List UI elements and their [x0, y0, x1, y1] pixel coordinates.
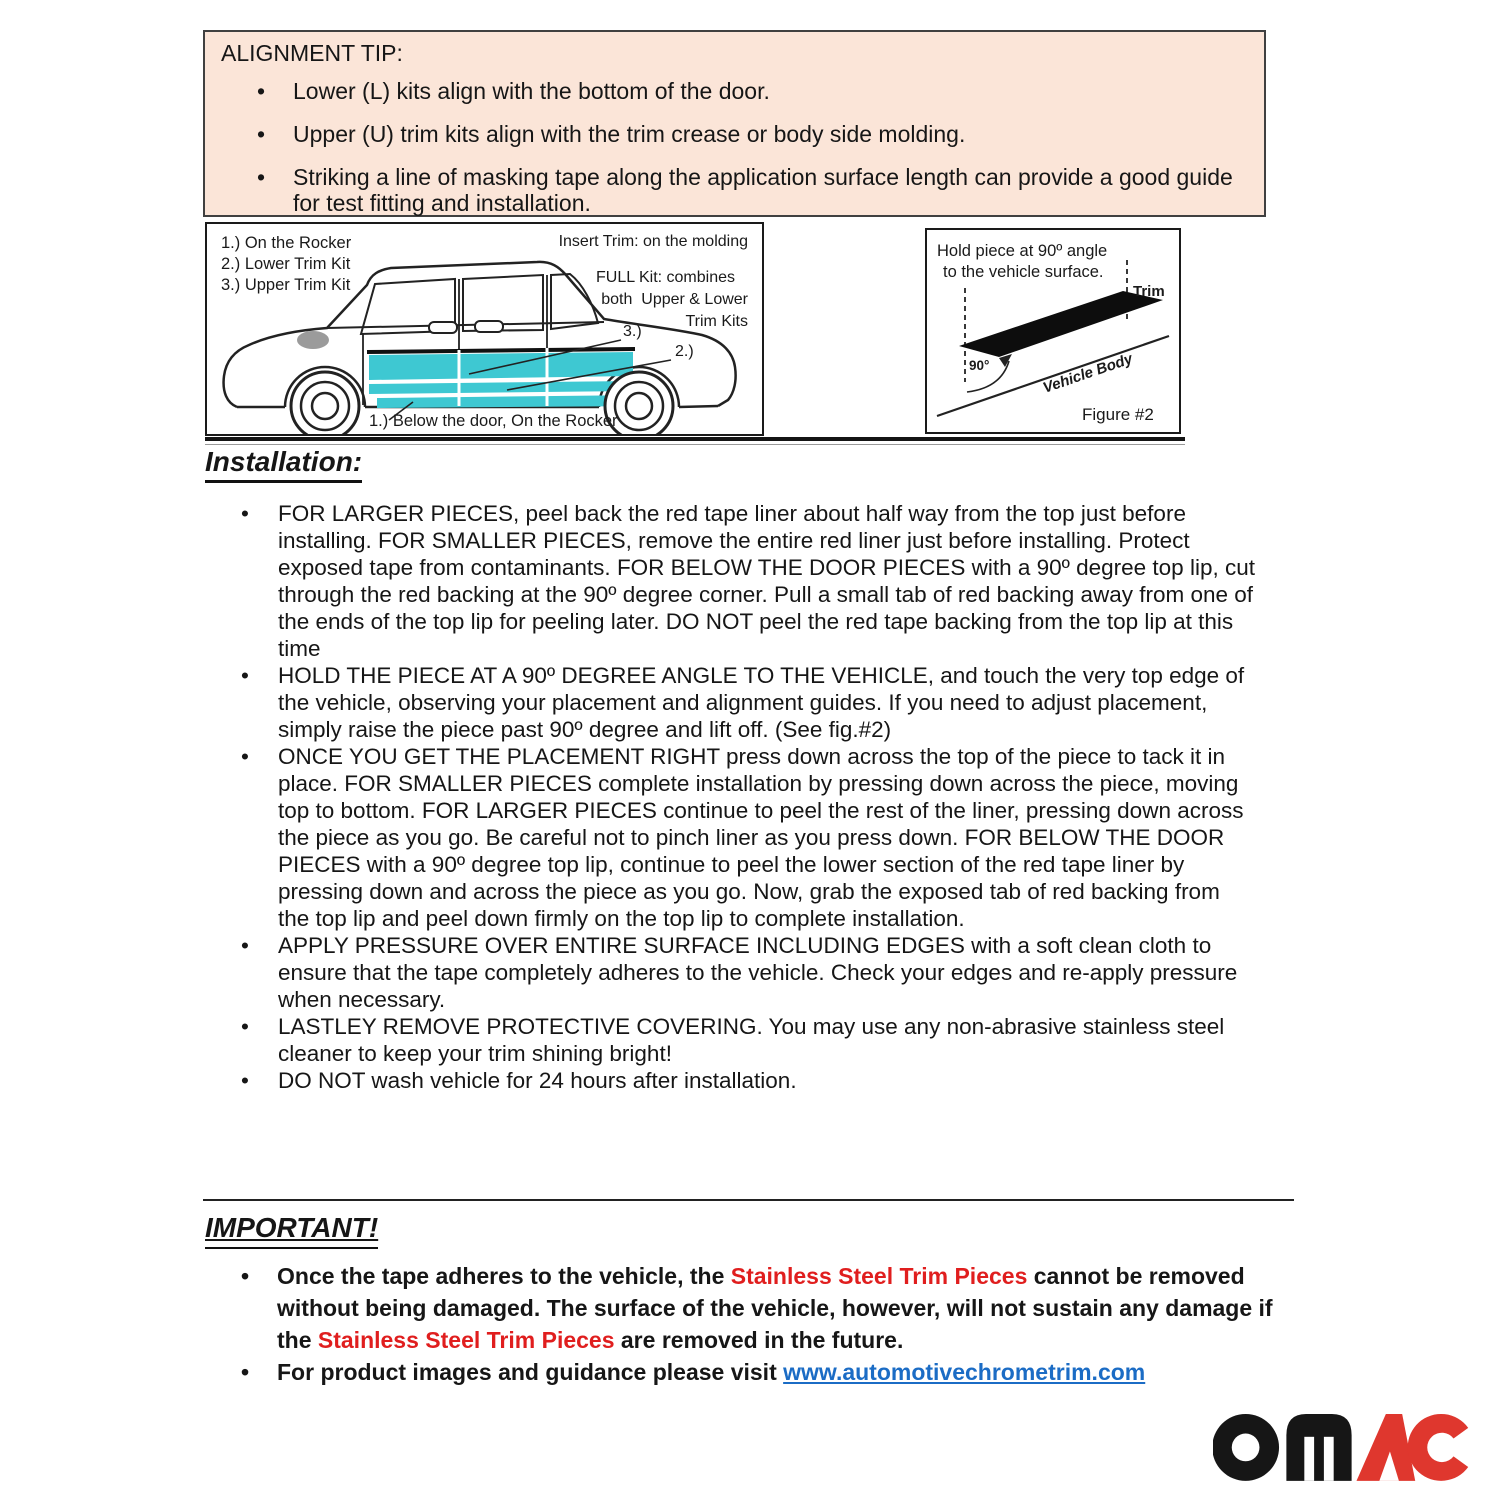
car-trim-diagram [205, 222, 764, 436]
car-diagram-drawing [207, 224, 762, 434]
red-highlight: Stainless Steel Trim Pieces [730, 1263, 1028, 1289]
logo-letter-a [1357, 1414, 1416, 1481]
quarter-window [551, 274, 598, 329]
red-highlight: Stainless Steel Trim Pieces [317, 1327, 615, 1353]
fender-marker [297, 331, 329, 349]
installation-step: • LASTLEY REMOVE PROTECTIVE COVERING. You may use any non-abrasive stainless steel cleaner to keep your trim shining bright! [241, 1013, 1255, 1067]
installation-step: • FOR LARGER PIECES, peel back the red tape liner about half way from the top just before installing. FOR SMALLER PIECES, remove the entire red liner just before installing. Protect exposed tape from contaminants. FOR BELOW THE DOOR PIECES with a 90º degree top lip, cut through the red backing at the 90º degree corner. Pull a small tab of red backing away from one of the ends of the top lip for peeling later. DO NOT peel the red tape backing from the top lip at this time [241, 500, 1255, 662]
trim-piece [959, 291, 1163, 357]
important-note: • Once the tape adheres to the vehicle, the Stainless Steel Trim Pieces cannot be removed without being damaged. The surface of the vehicle, however, will not sustain any damage if the Stainless Steel Trim Pieces are removed in the future. [241, 1260, 1275, 1356]
lower-trim-callout: 2.) [675, 343, 694, 360]
lower-trim-stripe [369, 381, 633, 394]
legend-line-3: 3.) Upper Trim Kit [221, 276, 351, 294]
front-door-handle [429, 322, 457, 333]
molding-line [367, 349, 635, 352]
alignment-tip-list [257, 78, 1252, 216]
full-kit-line-2: both Upper & Lower [601, 291, 748, 308]
figure2-label: Figure #2 [1082, 405, 1154, 424]
omac-logo-drawing [1213, 1402, 1478, 1492]
logo-letter-c [1408, 1414, 1469, 1481]
legend-line-1: 1.) On the Rocker [221, 234, 352, 252]
installation-step: • APPLY PRESSURE OVER ENTIRE SURFACE INCLUDING EDGES with a soft clean cloth to ensure that the tape completely adheres to the vehicle. Check your edges and re-apply pressure when necessary. [241, 932, 1255, 1013]
website-link[interactable]: www.automotivechrometrim.com [783, 1359, 1146, 1385]
figure2-drawing [927, 230, 1179, 432]
logo-letter-m [1286, 1414, 1351, 1481]
installation-list [241, 500, 1255, 1094]
important-list [241, 1260, 1275, 1388]
legend-line-2: 2.) Lower Trim Kit [221, 255, 351, 273]
figure2-caption-1: Hold piece at 90º angle [937, 242, 1108, 260]
upper-trim-callout: 3.) [623, 323, 642, 340]
angle-label: 90° [969, 358, 990, 373]
alignment-tip-item: • Lower (L) kits align with the bottom of the door. [257, 78, 1252, 104]
alignment-tip-item: • Striking a line of masking tape along the application surface length can provide a good guide for test fitting and installation. [257, 164, 1252, 216]
full-kit-line-1: FULL Kit: combines [595, 269, 735, 286]
figure2-diagram [925, 228, 1181, 434]
rear-door-handle [475, 321, 503, 332]
installation-step: • ONCE YOU GET THE PLACEMENT RIGHT press down across the top of the piece to tack it in place. FOR SMALLER PIECES complete installation by pressing down across the piece, moving top to bottom. FOR LARGER PIECES continue to peel the rest of the liner, pressing down across the piece as you go. Be careful not to pinch liner as you press down. FOR BELOW THE DOOR PIECES with a 90º degree top lip, continue to peel the lower section of the red tape liner by pressing down and across the piece as you go. Now, grab the exposed tab of red backing from the top lip and peel down firmly on the top lip to complete installation. [241, 743, 1255, 932]
rocker-callout: 1.) Below the door, On the Rocker [369, 412, 618, 430]
logo-letter-o [1213, 1414, 1279, 1481]
installation-heading: Installation: [205, 446, 362, 483]
alignment-tip-item: • Upper (U) trim kits align with the trim crease or body side molding. [257, 121, 1252, 147]
section-divider [203, 1199, 1294, 1201]
front-wheel [291, 372, 359, 434]
diagram-bottom-rule [205, 437, 1185, 441]
omac-logo [1213, 1402, 1478, 1497]
upper-trim-stripe [369, 352, 633, 380]
installation-step: • DO NOT wash vehicle for 24 hours after installation. [241, 1067, 1255, 1094]
trim-label: Trim [1133, 283, 1165, 300]
vehicle-body-label: Vehicle Body [1040, 350, 1135, 397]
insert-trim-label: Insert Trim: on the molding [558, 233, 748, 250]
full-kit-line-3: Trim Kits [685, 313, 748, 330]
important-note: • For product images and guidance please visit www.automotivechrometrim.com [241, 1356, 1275, 1388]
diagram-bottom-rule-thin [205, 444, 1185, 445]
figure2-caption-2: to the vehicle surface. [943, 263, 1104, 281]
alignment-tip-title: ALIGNMENT TIP: [221, 40, 403, 66]
alignment-tip-box [203, 30, 1266, 217]
important-heading: IMPORTANT! [205, 1212, 378, 1249]
installation-step: • HOLD THE PIECE AT A 90º DEGREE ANGLE TO THE VEHICLE, and touch the very top edge of the vehicle, observing your placement and alignment guides. If you need to adjust placement, simply raise the piece past 90º degree and lift off. (See fig.#2) [241, 662, 1255, 743]
